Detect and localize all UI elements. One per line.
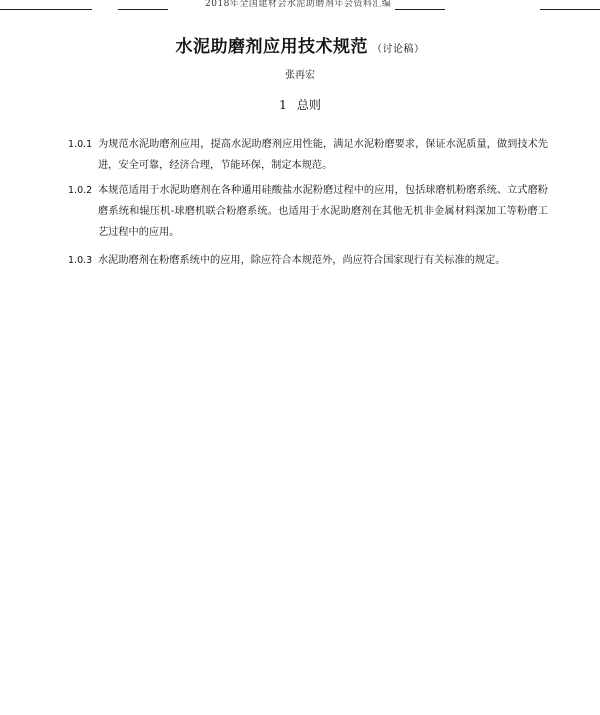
clause-1-0-1	[68, 134, 548, 176]
clause-number: 1.0.3	[68, 255, 93, 266]
running-header	[0, 0, 600, 12]
running-title: 2018年全国建材会水泥助磨剂年会资料汇编	[205, 0, 392, 8]
header-rule-mid-left	[118, 9, 168, 10]
clause-text: 为规范水泥助磨剂应用，提高水泥助磨剂应用性能，满足水泥粉磨要求，保证水泥质量，做到技术先进，安全可靠，经济合理，节能环保，制定本规范。	[98, 139, 548, 171]
header-rule-right	[540, 9, 600, 10]
section-heading	[0, 96, 600, 113]
clause-text: 水泥助磨剂在粉磨系统中的应用，除应符合本规范外，尚应符合国家现行有关标准的规定。	[98, 255, 506, 266]
clause-text: 本规范适用于水泥助磨剂在各种通用硅酸盐水泥粉磨过程中的应用，包括球磨机粉磨系统、立式磨粉磨系统和辊压机-球磨机联合粉磨系统。也适用于水泥助磨剂在其他无机非金属材料深加工等粉磨工艺过程中的应用。	[98, 185, 548, 238]
section-number: 1	[279, 98, 287, 112]
clause-1-0-2	[68, 180, 548, 243]
header-rule-mid-right	[395, 9, 445, 10]
document-title	[0, 32, 600, 57]
draft-note: （讨论稿）	[372, 44, 425, 55]
section-title: 总则	[296, 98, 321, 112]
clause-number: 1.0.1	[68, 139, 93, 150]
document-title-text: 水泥助磨剂应用技术规范	[175, 37, 368, 57]
clause-1-0-3	[68, 250, 548, 271]
author-name: 张再宏	[285, 70, 315, 81]
clause-number: 1.0.2	[68, 185, 93, 196]
header-rule-left	[0, 9, 92, 10]
